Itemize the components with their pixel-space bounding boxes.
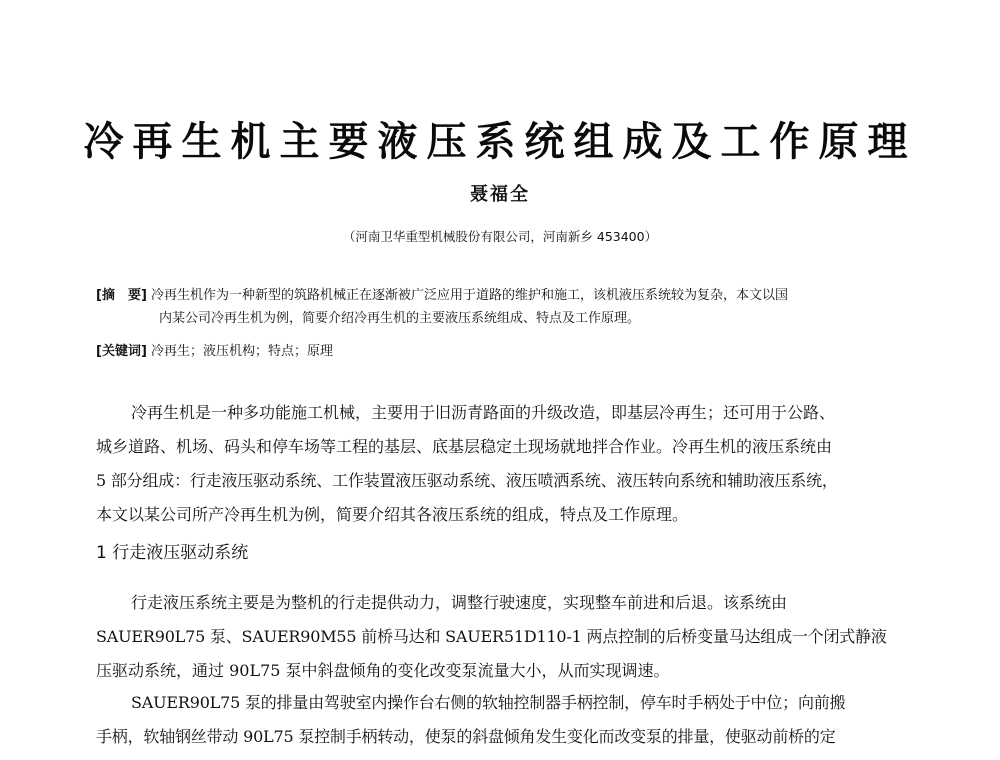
abstract-line-1 [96, 284, 926, 307]
abstract-text-1: 冷再生机作为一种新型的筑路机械正在逐渐被广泛应用于道路的维护和施工，该机液压系统较为复杂，本文以国 [151, 288, 789, 303]
abstract-block [96, 284, 926, 330]
s1p1-line-3: 压驱动系统，通过 90L75 泵中斜盘倾角的变化改变泵流量大小，从而实现调速。 [96, 661, 670, 680]
author-name: 聂福全 [470, 184, 530, 205]
intro-line-3: 5 部分组成：行走液压驱动系统、工作装置液压驱动系统、液压喷洒系统、液压转向系统和辅助液压系统， [96, 471, 838, 490]
abstract-text-2: 内某公司冷再生机为例，简要介绍冷再生机的主要液压系统组成、特点及工作原理。 [159, 311, 641, 326]
intro-line-4: 本文以某公司所产冷再生机为例，简要介绍其各液压系统的组成，特点及工作原理。 [96, 505, 689, 524]
intro-paragraph [96, 396, 922, 532]
author-affiliation: （河南卫华重型机械股份有限公司，河南新乡 453400） [342, 229, 658, 244]
s1p2-line-2: 手柄，软轴钢丝带动 90L75 泵控制手柄转动，使泵的斜盘倾角发生变化而改变泵的排量，使驱动前桥的定 [96, 727, 836, 746]
keywords-text: 冷再生；液压机构；特点；原理 [151, 344, 334, 359]
intro-line-1: 冷再生机是一种多功能施工机械，主要用于旧沥青路面的升级改造，即基层冷再生；还可用于公路、 [131, 403, 836, 422]
s1p1-line-2: SAUER90L75 泵、SAUER90M55 前桥马达和 SAUER51D110-1 两点控制的后桥变量马达组成一个闭式静液 [96, 627, 887, 646]
section1-paragraph-2 [96, 686, 922, 754]
keywords-label: [关键词] [96, 344, 147, 359]
section1-paragraph-1 [96, 586, 922, 688]
s1p2-line-1: SAUER90L75 泵的排量由驾驶室内操作台右侧的软轴控制器手柄控制，停车时手柄处于中位；向前搬 [131, 693, 846, 712]
section-heading-1: 1 行走液压驱动系统 [96, 543, 249, 563]
keywords-block [96, 340, 926, 363]
paper-title: 冷再生机主要液压系统组成及工作原理 [83, 119, 917, 165]
intro-line-2: 城乡道路、机场、码头和停车场等工程的基层、底基层稳定土现场就地拌合作业。冷再生机的液压系统由 [96, 437, 833, 456]
abstract-label: [摘 要] [96, 288, 147, 303]
s1p1-line-1: 行走液压系统主要是为整机的行走提供动力，调整行驶速度，实现整车前进和后退。该系统由 [131, 593, 788, 612]
